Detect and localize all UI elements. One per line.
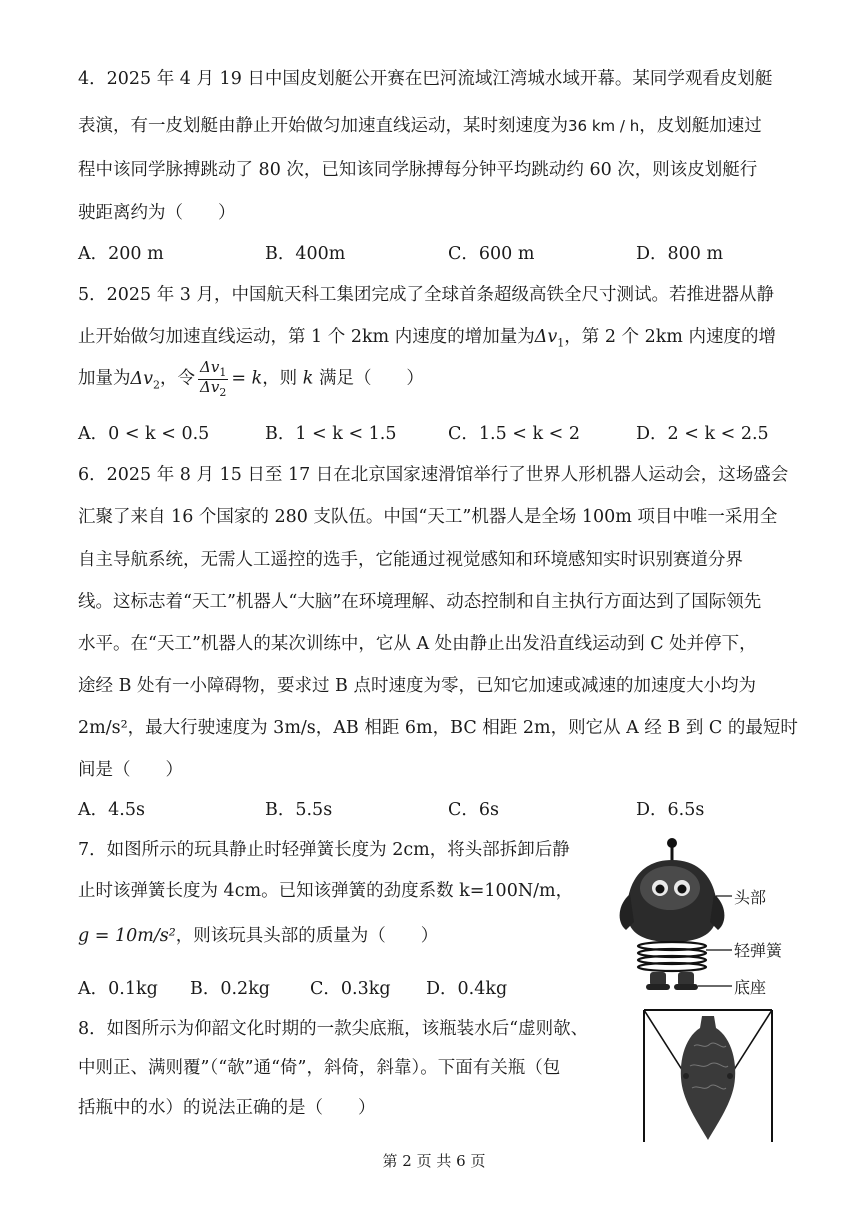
q6-line-1: 6．2025 年 8 月 15 日至 17 日在北京国家速滑馆举行了世界人形机器人运动会，这场盛会	[78, 465, 789, 485]
q6-option-d[interactable]: D．6.5s	[636, 800, 705, 820]
q5-option-d[interactable]: D．2 < k < 2.5	[636, 424, 769, 444]
q6-line-4: 线。这标志着“天工”机器人“大脑”在环境理解、动态控制和自主执行方面达到了国际领先	[78, 592, 762, 612]
q4-option-d[interactable]: D．800 m	[636, 244, 724, 264]
q5-line-2: 止开始做匀加速直线运动，第 1 个 2km 内速度的增加量为$\Delta v_1$，第 2 个 2km 内速度的增	[78, 327, 776, 350]
q6-line-2: 汇聚了来自 16 个国家的 280 支队伍。中国“天工”机器人是全场 100m 项目中唯一采用全	[78, 507, 778, 527]
pointed-bottle-figure	[640, 1006, 776, 1144]
q8-line-3: 括瓶中的水）的说法正确的是（ ）	[78, 1098, 376, 1118]
q4-line-4: 驶距离约为（ ）	[78, 203, 236, 223]
q4-line-3: 程中该同学脉搏跳动了 80 次，已知该同学脉搏每分钟平均跳动约 60 次，则该皮划艇行	[78, 160, 758, 180]
q7-line-3: g = 10m/s²，则该玩具头部的质量为（ ）	[78, 926, 439, 946]
q5-delta-v1: $\Delta v_1$	[534, 327, 565, 350]
q4-option-a[interactable]: A．200 m	[78, 244, 164, 264]
q7-option-a[interactable]: A．0.1kg	[78, 979, 158, 999]
q6-option-a[interactable]: A．4.5s	[78, 800, 145, 820]
toy-label-spring: 轻弹簧	[734, 941, 783, 960]
q6-option-b[interactable]: B．5.5s	[265, 800, 333, 820]
q5-ratio-fraction: $\frac{\Delta v_1}{\Delta v_2}$	[200, 358, 227, 399]
q8-line-1: 8．如图所示为仰韶文化时期的一款尖底瓶，该瓶装水后“虚则欹、	[78, 1019, 589, 1039]
q5-option-b[interactable]: B．1 < k < 1.5	[265, 424, 397, 444]
q4-speed: 36 km / h	[568, 117, 640, 135]
q4-option-c[interactable]: C．600 m	[448, 244, 535, 264]
q8-line-2: 中则正、满则覆”（“欹”通“倚”，斜倚，斜靠）。下面有关瓶（包	[78, 1058, 561, 1078]
q4-line-2: 表演，有一皮划艇由静止开始做匀加速直线运动，某时刻速度为36 km / h，皮划艇加速过	[78, 116, 762, 136]
q6-line-5: 水平。在“天工”机器人的某次训练中，它从 A 处由静止出发沿直线运动到 C 处并停下，	[78, 634, 757, 654]
q5-line-3: 加量为$\Delta v_2$，令 $\frac{\Delta v_1}{\Delta v_2}$ = k，则 k 满足（ ）	[78, 358, 424, 399]
q4-option-b[interactable]: B．400m	[265, 244, 346, 264]
q7-line-2: 止时该弹簧长度为 4cm。已知该弹簧的劲度系数 k=100N/m，	[78, 881, 574, 901]
page-footer: 第 2 页 共 6 页	[382, 1152, 486, 1170]
q6-line-7: 2m/s²，最大行驶速度为 3m/s，AB 相距 6m，BC 相距 2m，则它从 A 经 B 到 C 的最短时	[78, 718, 798, 738]
q6-option-c[interactable]: C．6s	[448, 800, 500, 820]
q5-line-1: 5．2025 年 3 月，中国航天科工集团完成了全球首条超级高铁全尺寸测试。若推进器从静	[78, 285, 774, 305]
q7-line-1: 7．如图所示的玩具静止时轻弹簧长度为 2cm，将头部拆卸后静	[78, 840, 570, 860]
q4-line-1: 4．2025 年 4 月 19 日中国皮划艇公开赛在巴河流域江湾城水域开幕。某同学观看皮划艇	[78, 69, 773, 89]
q5-option-c[interactable]: C．1.5 < k < 2	[448, 424, 581, 444]
toy-label-base: 底座	[734, 978, 767, 997]
q6-line-8: 间是（ ）	[78, 760, 183, 780]
q7-option-b[interactable]: B．0.2kg	[190, 979, 270, 999]
q6-line-3: 自主导航系统，无需人工遥控的选手，它能通过视觉感知和环境感知实时识别赛道分界	[78, 550, 743, 570]
q5-option-a[interactable]: A．0 < k < 0.5	[78, 424, 210, 444]
q7-option-c[interactable]: C．0.3kg	[310, 979, 391, 999]
toy-label-head: 头部	[734, 888, 767, 907]
q7-option-d[interactable]: D．0.4kg	[426, 979, 508, 999]
q6-line-6: 途经 B 处有一小障碍物，要求过 B 点时速度为零，已知它加速或减速的加速度大小均为	[78, 676, 756, 696]
toy-figure	[612, 834, 732, 994]
